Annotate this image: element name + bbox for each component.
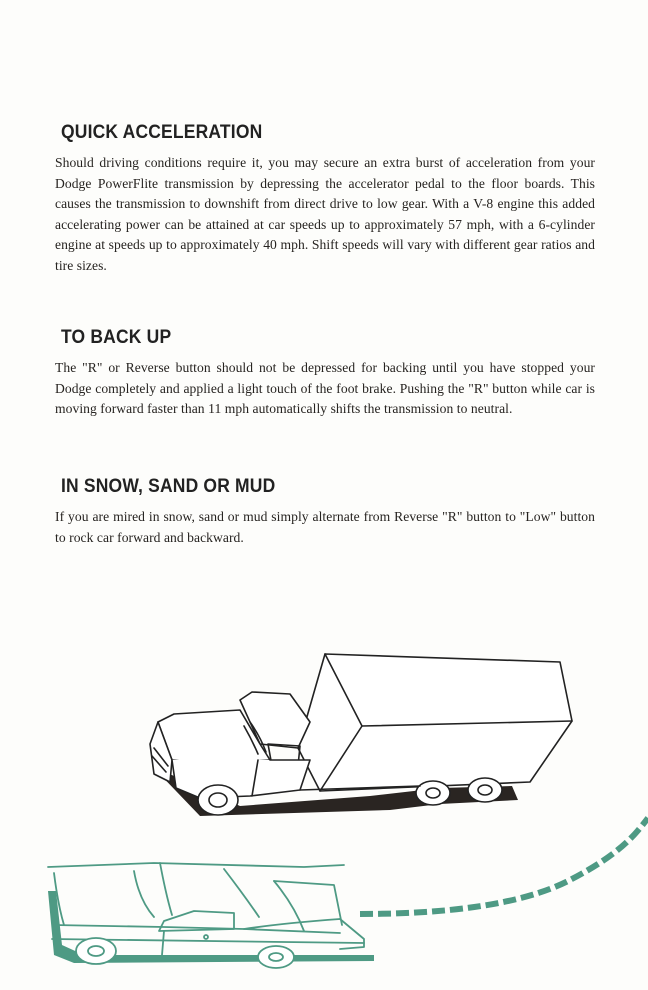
paragraph-quick-acceleration: Should driving conditions require it, you may secure an extra burst of acceleration from your Dodge PowerFlite transmission by depressing the accelerator pedal to the floor boards. This causes the transmission to downshift from direct drive to low gear. With a V-8 engine this added accelerating power can be attained at car speeds up to approximately 57 mph, with a 6-cylinder engine at speeds up to approximately 40 mph. Shift speeds will vary with different gear ratios and tire sizes. [55,155,595,273]
car-illustration [44,855,384,973]
heading-snow-sand-mud: IN SNOW, SAND OR MUD [61,476,276,497]
section-quick-acceleration [55,122,595,276]
paragraph-to-back-up: The "R" or Reverse button should not be depressed for backing until you have stopped your Dodge completely and applied a light touch of the foot brake. Pushing the "R" button while car is moving forward faster than 11 mph automatically shifts the transmission to neutral. [55,360,595,416]
heading-to-back-up: TO BACK UP [61,327,172,348]
truck-illustration [140,648,580,828]
heading-quick-acceleration: QUICK ACCELERATION [61,122,263,143]
section-to-back-up [55,327,595,420]
paragraph-snow-sand-mud: If you are mired in snow, sand or mud simply alternate from Reverse "R" button to "Low" button to rock car forward and backward. [55,509,595,545]
section-snow-sand-mud [55,476,595,548]
